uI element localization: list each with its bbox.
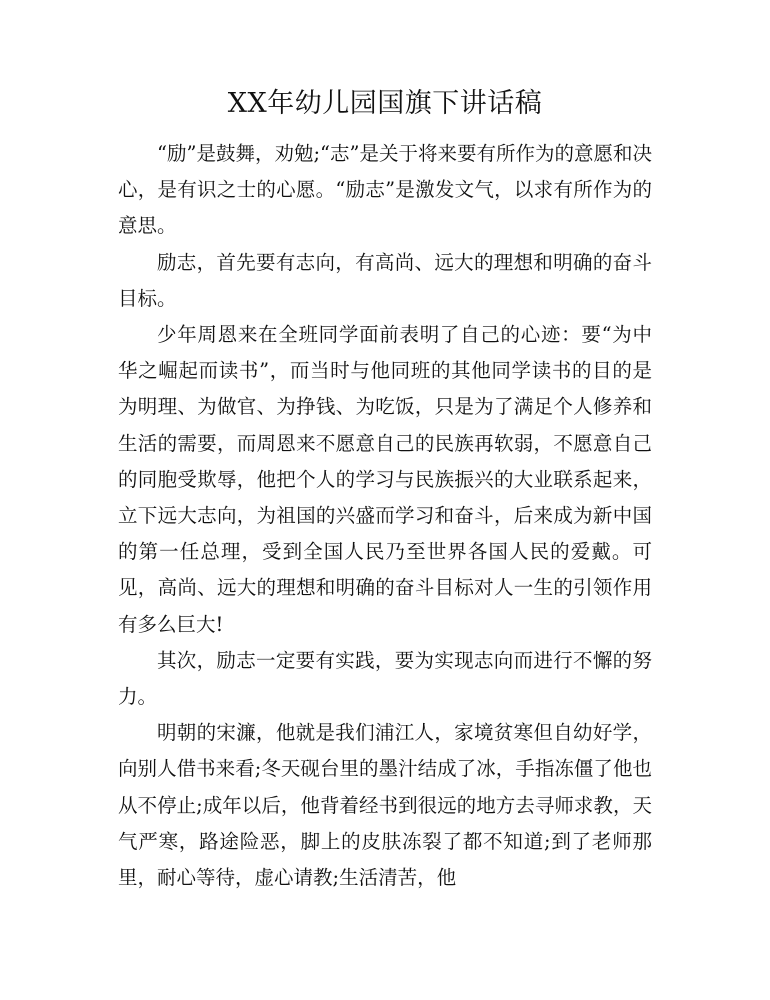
paragraph: “励”是鼓舞，劝勉;“志”是关于将来要有所作为的意愿和决心，是有识之士的心愿。“励志”是激发文气，以求有所作为的意思。 [118,142,652,238]
document-body [118,136,652,896]
paragraph: 明朝的宋濂，他就是我们浦江人，家境贫寒但自幼好学，向别人借书来看;冬天砚台里的墨汁结成了冰，手指冻僵了他也从不停止;成年以后，他背着经书到很远的地方去寻师求教，天气严寒，路途险恶，脚上的皮肤冻裂了都不知道;到了老师那里，耐心等待，虚心请教;生活清苦，他 [118,721,652,890]
paragraph: 励志，首先要有志向，有高尚、远大的理想和明确的奋斗目标。 [118,250,652,310]
paragraph: 少年周恩来在全班同学面前表明了自己的心迹：要“为中华之崛起而读书”，而当时与他同班的其他同学读书的目的是为明理、为做官、为挣钱、为吃饭，只是为了满足个人修养和生活的需要，而周恩来不愿意自己的民族再软弱，不愿意自己的同胞受欺辱，他把个人的学习与民族振兴的大业联系起来，立下远大志向，为祖国的兴盛而学习和奋斗，后来成为新中国的第一任总理，受到全国人民乃至世界各国人民的爱戴。可见，高尚、远大的理想和明确的奋斗目标对人一生的引领作用有多么巨大! [118,323,652,636]
paragraph: 其次，励志一定要有实践，要为实现志向而进行不懈的努力。 [118,648,652,709]
document-title: XX年幼儿园国旗下讲话稿 [227,88,543,119]
